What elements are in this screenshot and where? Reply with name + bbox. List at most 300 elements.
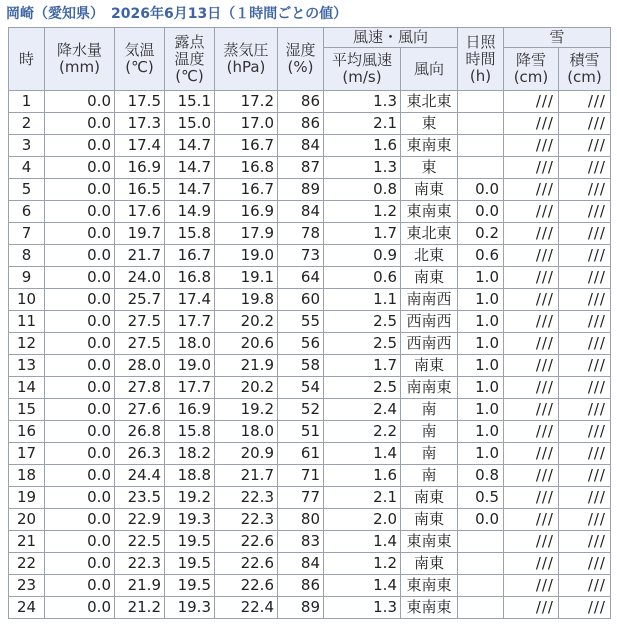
cell-temp: 16.9 [115, 157, 165, 179]
cell-snow-depth: /// [559, 311, 611, 333]
cell-wind-speed: 0.6 [324, 267, 401, 289]
cell-precip: 0.0 [45, 245, 115, 267]
cell-sunshine [458, 531, 504, 553]
cell-precip: 0.0 [45, 597, 115, 619]
cell-vapor: 20.9 [215, 443, 278, 465]
cell-snowfall: /// [504, 157, 559, 179]
cell-sunshine: 1.0 [458, 377, 504, 399]
cell-wind-dir: 東 [401, 113, 458, 135]
cell-hour: 2 [9, 113, 45, 135]
cell-hour: 8 [9, 245, 45, 267]
table-row [9, 421, 611, 443]
header-dew-label-2: 温度 [174, 49, 205, 68]
header-vapor-label: 蒸気圧 [223, 41, 269, 59]
cell-precip: 0.0 [45, 487, 115, 509]
cell-vapor: 20.6 [215, 333, 278, 355]
cell-vapor: 19.2 [215, 399, 278, 421]
header-sunshine [458, 28, 504, 91]
cell-dew: 19.5 [165, 575, 215, 597]
cell-hour: 6 [9, 201, 45, 223]
cell-wind-speed: 1.4 [324, 443, 401, 465]
cell-dew: 19.5 [165, 531, 215, 553]
cell-hour: 15 [9, 399, 45, 421]
cell-sunshine: 0.5 [458, 487, 504, 509]
cell-humidity: 86 [278, 575, 324, 597]
cell-precip: 0.0 [45, 201, 115, 223]
cell-precip: 0.0 [45, 509, 115, 531]
cell-snowfall: /// [504, 179, 559, 201]
cell-humidity: 84 [278, 201, 324, 223]
cell-wind-speed: 1.2 [324, 201, 401, 223]
table-row [9, 333, 611, 355]
cell-sunshine: 1.0 [458, 399, 504, 421]
cell-precip: 0.0 [45, 377, 115, 399]
cell-hour: 20 [9, 509, 45, 531]
cell-hour: 13 [9, 355, 45, 377]
cell-snow-depth: /// [559, 201, 611, 223]
cell-wind-speed: 1.3 [324, 157, 401, 179]
cell-humidity: 51 [278, 421, 324, 443]
table-row [9, 399, 611, 421]
cell-hour: 9 [9, 267, 45, 289]
header-snowfall-unit: (cm) [513, 68, 549, 86]
header-wind-speed-label: 平均風速 [331, 51, 392, 69]
cell-sunshine: 1.0 [458, 267, 504, 289]
table-row [9, 509, 611, 531]
cell-snowfall: /// [504, 113, 559, 135]
cell-vapor: 21.9 [215, 355, 278, 377]
header-wind-dir: 風向 [401, 48, 458, 91]
cell-sunshine [458, 135, 504, 157]
cell-hour: 1 [9, 91, 45, 113]
cell-sunshine: 1.0 [458, 289, 504, 311]
cell-snowfall: /// [504, 267, 559, 289]
cell-temp: 17.5 [115, 91, 165, 113]
table-row [9, 487, 611, 509]
cell-hour: 14 [9, 377, 45, 399]
cell-temp: 27.6 [115, 399, 165, 421]
cell-snowfall: /// [504, 465, 559, 487]
cell-temp: 22.3 [115, 553, 165, 575]
cell-precip: 0.0 [45, 355, 115, 377]
cell-wind-dir: 南東 [401, 267, 458, 289]
cell-precip: 0.0 [45, 113, 115, 135]
header-sunshine-label-2: 時間 [465, 49, 496, 68]
cell-snowfall: /// [504, 597, 559, 619]
cell-snowfall: /// [504, 91, 559, 113]
cell-sunshine: 1.0 [458, 333, 504, 355]
cell-humidity: 77 [278, 487, 324, 509]
cell-temp: 24.4 [115, 465, 165, 487]
header-vapor [215, 28, 278, 91]
cell-humidity: 61 [278, 443, 324, 465]
cell-temp: 22.9 [115, 509, 165, 531]
header-snow-depth [559, 48, 611, 91]
cell-wind-dir: 東南東 [401, 135, 458, 157]
cell-wind-dir: 東南東 [401, 575, 458, 597]
header-precip-label: 降水量 [56, 41, 102, 59]
cell-wind-speed: 1.6 [324, 135, 401, 157]
cell-hour: 10 [9, 289, 45, 311]
cell-wind-speed: 2.5 [324, 333, 401, 355]
cell-wind-dir: 南東 [401, 487, 458, 509]
cell-precip: 0.0 [45, 223, 115, 245]
header-humidity-label: 湿度 [285, 41, 316, 59]
table-row [9, 267, 611, 289]
cell-snowfall: /// [504, 355, 559, 377]
cell-temp: 21.9 [115, 575, 165, 597]
cell-vapor: 19.0 [215, 245, 278, 267]
cell-vapor: 21.7 [215, 465, 278, 487]
header-vapor-unit: (hPa) [226, 58, 266, 76]
header-dew [165, 28, 215, 91]
cell-snowfall: /// [504, 377, 559, 399]
cell-dew: 19.5 [165, 553, 215, 575]
cell-dew: 17.4 [165, 289, 215, 311]
cell-snow-depth: /// [559, 91, 611, 113]
cell-sunshine [458, 597, 504, 619]
cell-snow-depth: /// [559, 509, 611, 531]
cell-wind-dir: 北東 [401, 245, 458, 267]
cell-snow-depth: /// [559, 333, 611, 355]
table-row [9, 245, 611, 267]
cell-snowfall: /// [504, 311, 559, 333]
header-temp-label: 気温 [124, 41, 155, 59]
cell-sunshine [458, 91, 504, 113]
cell-precip: 0.0 [45, 333, 115, 355]
cell-hour: 7 [9, 223, 45, 245]
header-precip [45, 28, 115, 91]
header-dew-label-1: 露点 [174, 32, 205, 51]
cell-wind-speed: 2.0 [324, 509, 401, 531]
cell-humidity: 84 [278, 135, 324, 157]
cell-dew: 19.3 [165, 597, 215, 619]
cell-dew: 17.7 [165, 311, 215, 333]
cell-precip: 0.0 [45, 311, 115, 333]
cell-precip: 0.0 [45, 289, 115, 311]
cell-hour: 21 [9, 531, 45, 553]
weather-table [8, 27, 611, 619]
cell-hour: 16 [9, 421, 45, 443]
cell-vapor: 22.4 [215, 597, 278, 619]
cell-precip: 0.0 [45, 531, 115, 553]
cell-sunshine [458, 113, 504, 135]
cell-vapor: 22.6 [215, 575, 278, 597]
cell-dew: 14.7 [165, 157, 215, 179]
cell-precip: 0.0 [45, 91, 115, 113]
cell-dew: 19.3 [165, 509, 215, 531]
cell-sunshine: 0.0 [458, 179, 504, 201]
cell-vapor: 17.2 [215, 91, 278, 113]
cell-temp: 22.5 [115, 531, 165, 553]
header-wind-group: 風速・風向 [324, 28, 458, 48]
cell-wind-dir: 西南西 [401, 311, 458, 333]
cell-snow-depth: /// [559, 575, 611, 597]
cell-sunshine: 1.0 [458, 311, 504, 333]
cell-wind-speed: 2.1 [324, 113, 401, 135]
cell-sunshine [458, 575, 504, 597]
header-snow-depth-unit: (cm) [567, 68, 602, 86]
cell-wind-speed: 2.4 [324, 399, 401, 421]
cell-sunshine [458, 157, 504, 179]
cell-humidity: 52 [278, 399, 324, 421]
cell-temp: 26.3 [115, 443, 165, 465]
cell-precip: 0.0 [45, 157, 115, 179]
cell-dew: 16.9 [165, 399, 215, 421]
cell-wind-dir: 西南西 [401, 333, 458, 355]
cell-humidity: 89 [278, 597, 324, 619]
cell-vapor: 18.0 [215, 421, 278, 443]
cell-wind-speed: 0.8 [324, 179, 401, 201]
cell-dew: 18.0 [165, 333, 215, 355]
table-row [9, 289, 611, 311]
cell-vapor: 16.7 [215, 135, 278, 157]
table-row [9, 377, 611, 399]
table-row [9, 553, 611, 575]
cell-snow-depth: /// [559, 531, 611, 553]
cell-snow-depth: /// [559, 245, 611, 267]
cell-temp: 17.3 [115, 113, 165, 135]
cell-sunshine: 0.0 [458, 509, 504, 531]
cell-snow-depth: /// [559, 597, 611, 619]
table-row [9, 443, 611, 465]
cell-snow-depth: /// [559, 113, 611, 135]
cell-humidity: 73 [278, 245, 324, 267]
cell-dew: 14.9 [165, 201, 215, 223]
cell-sunshine: 0.0 [458, 201, 504, 223]
cell-snow-depth: /// [559, 157, 611, 179]
cell-snowfall: /// [504, 135, 559, 157]
cell-temp: 26.8 [115, 421, 165, 443]
cell-wind-dir: 南東 [401, 509, 458, 531]
cell-temp: 24.0 [115, 267, 165, 289]
cell-temp: 27.5 [115, 333, 165, 355]
cell-vapor: 19.8 [215, 289, 278, 311]
cell-wind-dir: 東北東 [401, 91, 458, 113]
table-row [9, 179, 611, 201]
cell-wind-speed: 2.5 [324, 377, 401, 399]
cell-humidity: 64 [278, 267, 324, 289]
cell-dew: 15.1 [165, 91, 215, 113]
cell-humidity: 58 [278, 355, 324, 377]
cell-dew: 17.7 [165, 377, 215, 399]
cell-temp: 23.5 [115, 487, 165, 509]
cell-precip: 0.0 [45, 399, 115, 421]
cell-dew: 16.8 [165, 267, 215, 289]
cell-temp: 19.7 [115, 223, 165, 245]
cell-humidity: 60 [278, 289, 324, 311]
cell-dew: 15.8 [165, 421, 215, 443]
cell-vapor: 20.2 [215, 311, 278, 333]
cell-hour: 23 [9, 575, 45, 597]
cell-temp: 21.2 [115, 597, 165, 619]
cell-hour: 24 [9, 597, 45, 619]
cell-dew: 18.8 [165, 465, 215, 487]
cell-humidity: 86 [278, 113, 324, 135]
cell-temp: 17.4 [115, 135, 165, 157]
cell-snowfall: /// [504, 553, 559, 575]
cell-temp: 27.8 [115, 377, 165, 399]
cell-precip: 0.0 [45, 553, 115, 575]
cell-snowfall: /// [504, 531, 559, 553]
table-row [9, 597, 611, 619]
header-sunshine-unit: (h) [469, 66, 492, 85]
cell-wind-dir: 南 [401, 443, 458, 465]
cell-snowfall: /// [504, 509, 559, 531]
cell-temp: 25.7 [115, 289, 165, 311]
cell-humidity: 78 [278, 223, 324, 245]
cell-precip: 0.0 [45, 465, 115, 487]
header-temp [115, 28, 165, 91]
table-row [9, 355, 611, 377]
header-snowfall-label: 降雪 [515, 51, 546, 69]
cell-hour: 11 [9, 311, 45, 333]
cell-precip: 0.0 [45, 575, 115, 597]
cell-vapor: 20.2 [215, 377, 278, 399]
header-sunshine-label-1: 日照 [465, 32, 496, 51]
table-row [9, 575, 611, 597]
cell-vapor: 16.9 [215, 201, 278, 223]
cell-snow-depth: /// [559, 377, 611, 399]
cell-wind-dir: 南 [401, 421, 458, 443]
cell-hour: 5 [9, 179, 45, 201]
cell-precip: 0.0 [45, 421, 115, 443]
cell-snow-depth: /// [559, 443, 611, 465]
cell-wind-speed: 1.3 [324, 91, 401, 113]
cell-wind-speed: 2.2 [324, 421, 401, 443]
cell-hour: 12 [9, 333, 45, 355]
cell-snow-depth: /// [559, 135, 611, 157]
cell-wind-speed: 1.6 [324, 465, 401, 487]
cell-wind-dir: 東南東 [401, 201, 458, 223]
cell-snow-depth: /// [559, 289, 611, 311]
cell-humidity: 55 [278, 311, 324, 333]
cell-snow-depth: /// [559, 421, 611, 443]
cell-sunshine: 0.2 [458, 223, 504, 245]
header-precip-unit: (mm) [59, 58, 100, 76]
cell-snowfall: /// [504, 399, 559, 421]
table-row [9, 157, 611, 179]
cell-snowfall: /// [504, 487, 559, 509]
cell-snowfall: /// [504, 421, 559, 443]
cell-dew: 14.7 [165, 179, 215, 201]
cell-vapor: 16.8 [215, 157, 278, 179]
cell-vapor: 19.1 [215, 267, 278, 289]
cell-snowfall: /// [504, 201, 559, 223]
cell-snowfall: /// [504, 223, 559, 245]
cell-temp: 17.6 [115, 201, 165, 223]
cell-humidity: 56 [278, 333, 324, 355]
cell-wind-speed: 2.1 [324, 487, 401, 509]
cell-snow-depth: /// [559, 465, 611, 487]
table-row [9, 465, 611, 487]
cell-dew: 18.2 [165, 443, 215, 465]
cell-vapor: 16.7 [215, 179, 278, 201]
cell-vapor: 22.6 [215, 553, 278, 575]
cell-humidity: 87 [278, 157, 324, 179]
cell-precip: 0.0 [45, 443, 115, 465]
cell-snow-depth: /// [559, 399, 611, 421]
cell-sunshine: 1.0 [458, 355, 504, 377]
cell-snowfall: /// [504, 289, 559, 311]
header-snow-group: 雪 [504, 28, 611, 48]
cell-sunshine: 1.0 [458, 443, 504, 465]
cell-dew: 19.0 [165, 355, 215, 377]
header-dew-unit: (℃) [175, 66, 204, 85]
cell-snow-depth: /// [559, 267, 611, 289]
cell-vapor: 22.3 [215, 509, 278, 531]
cell-wind-speed: 1.4 [324, 575, 401, 597]
cell-hour: 17 [9, 443, 45, 465]
cell-sunshine [458, 553, 504, 575]
cell-vapor: 22.3 [215, 487, 278, 509]
table-header [9, 28, 611, 91]
cell-vapor: 17.9 [215, 223, 278, 245]
cell-wind-speed: 1.7 [324, 223, 401, 245]
cell-wind-speed: 1.7 [324, 355, 401, 377]
cell-hour: 3 [9, 135, 45, 157]
cell-dew: 16.7 [165, 245, 215, 267]
header-wind-speed [324, 48, 401, 91]
cell-snow-depth: /// [559, 553, 611, 575]
cell-wind-dir: 南東 [401, 553, 458, 575]
cell-wind-dir: 南東 [401, 355, 458, 377]
cell-snow-depth: /// [559, 179, 611, 201]
page-title: 岡崎（愛知県） 2026年6月13日（１時間ごとの値） [6, 6, 348, 22]
cell-precip: 0.0 [45, 135, 115, 157]
header-humidity [278, 28, 324, 91]
cell-dew: 19.2 [165, 487, 215, 509]
cell-snow-depth: /// [559, 487, 611, 509]
table-row [9, 223, 611, 245]
cell-temp: 28.0 [115, 355, 165, 377]
cell-snow-depth: /// [559, 223, 611, 245]
cell-hour: 22 [9, 553, 45, 575]
cell-hour: 4 [9, 157, 45, 179]
cell-humidity: 80 [278, 509, 324, 531]
cell-dew: 14.7 [165, 135, 215, 157]
table-body [9, 91, 611, 619]
table-row [9, 201, 611, 223]
cell-sunshine: 0.6 [458, 245, 504, 267]
cell-wind-dir: 東南東 [401, 531, 458, 553]
cell-wind-speed: 1.2 [324, 553, 401, 575]
cell-hour: 18 [9, 465, 45, 487]
cell-wind-dir: 南東 [401, 179, 458, 201]
cell-wind-speed: 2.5 [324, 311, 401, 333]
cell-snowfall: /// [504, 333, 559, 355]
cell-hour: 19 [9, 487, 45, 509]
cell-precip: 0.0 [45, 267, 115, 289]
table-row [9, 113, 611, 135]
cell-wind-dir: 南 [401, 399, 458, 421]
header-temp-unit: (℃) [125, 58, 154, 76]
cell-wind-dir: 東北東 [401, 223, 458, 245]
table-row [9, 135, 611, 157]
cell-humidity: 84 [278, 553, 324, 575]
cell-wind-dir: 南南東 [401, 377, 458, 399]
cell-wind-dir: 南南西 [401, 289, 458, 311]
cell-wind-speed: 1.4 [324, 531, 401, 553]
cell-wind-dir: 東 [401, 157, 458, 179]
cell-wind-dir: 東南東 [401, 597, 458, 619]
cell-wind-dir: 南 [401, 465, 458, 487]
header-snow-depth-label: 積雪 [569, 51, 600, 69]
cell-dew: 15.8 [165, 223, 215, 245]
cell-snow-depth: /// [559, 355, 611, 377]
table-row [9, 531, 611, 553]
cell-wind-speed: 1.1 [324, 289, 401, 311]
